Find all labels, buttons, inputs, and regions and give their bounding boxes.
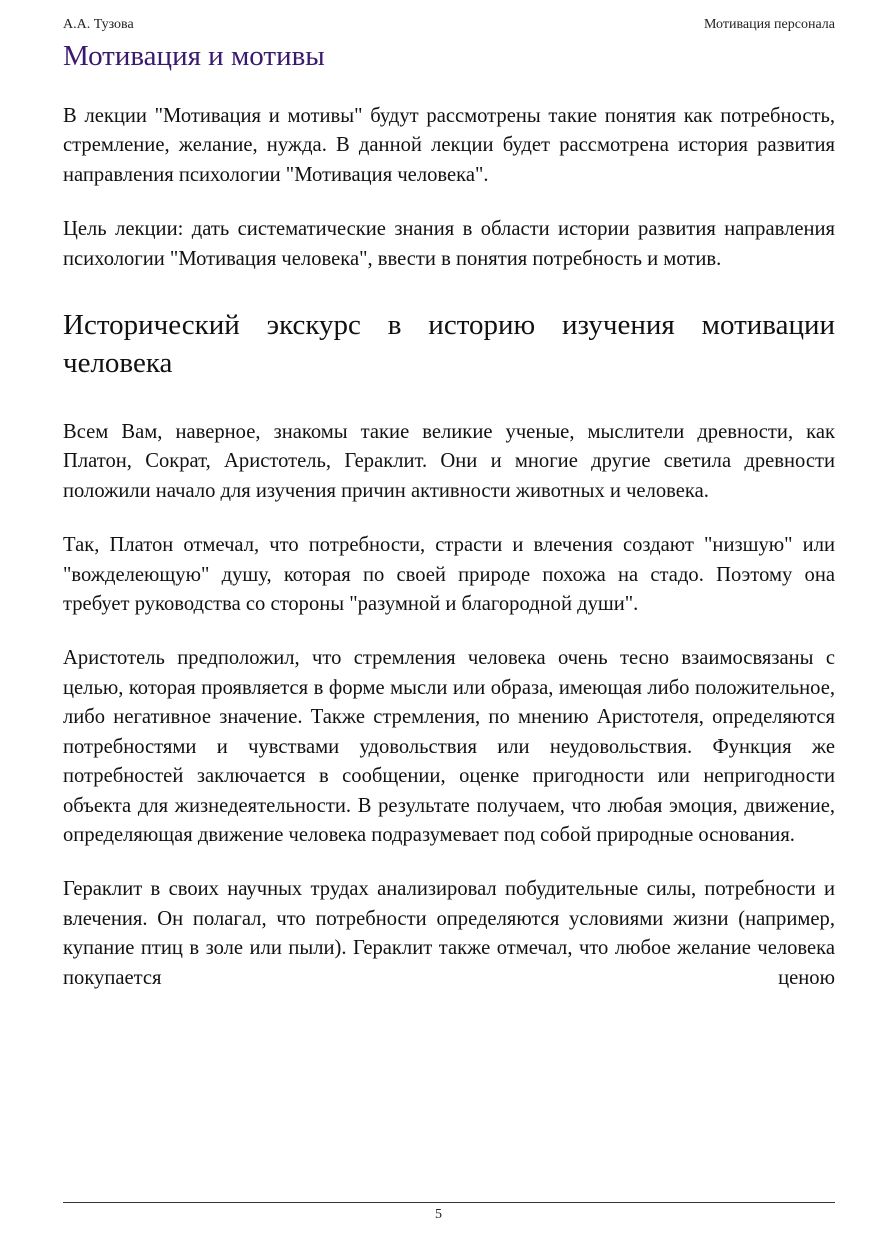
- body-paragraph: Так, Платон отмечал, что потребности, страсти и влечения создают "низшую" или "вожделеющую" душу, которая по своей природе похожа на стадо. Поэтому она требует руководства со стороны "разумной и благородной души".: [63, 534, 835, 616]
- page-number: 5: [435, 1207, 442, 1222]
- header-author: А.А. Тузова: [63, 17, 134, 32]
- body-paragraph: Гераклит в своих научных трудах анализировал побудительные силы, потребности и влечения. Он полагал, что потребности определяются условиями жизни (например, купание птиц в золе или пыли). Гераклит также отмечал, что любое желание человека покупается ценою: [63, 878, 835, 989]
- body-paragraph: Аристотель предположил, что стремления человека очень тесно взаимосвязаны с целью, которая проявляется в форме мысли или образа, имеющая либо положительное, либо негативное значение. Также стремления, по мнению Аристотеля, определяются потребностями и чувствами удовольствия или неудовольствия. Функция же потребностей заключается в сообщении, оценке пригодности или непригодности объекта для жизнедеятельности. В результате получаем, что любая эмоция, движение, определяющая движение человека подразумевает под собой природные основания.: [63, 647, 835, 846]
- lecture-goal-paragraph: Цель лекции: дать систематические знания в области истории развития направления психологии "Мотивация человека", ввести в понятия потребность и мотив.: [63, 218, 835, 270]
- section-title: Мотивация и мотивы: [63, 40, 325, 72]
- subsection-title: Исторический экскурс в историю изучения мотивации человека: [63, 309, 835, 380]
- intro-paragraph: В лекции "Мотивация и мотивы" будут рассмотрены такие понятия как потребность, стремление, желание, нужда. В данной лекции будет рассмотрена история развития направления психологии "Мотивация человека".: [63, 105, 835, 186]
- running-header: [63, 16, 835, 34]
- footer-divider: [63, 1202, 835, 1203]
- header-course-title: Мотивация персонала: [703, 17, 835, 32]
- page-content: [63, 38, 835, 993]
- body-paragraph: Всем Вам, наверное, знакомы такие великие ученые, мыслители древности, как Платон, Сократ, Аристотель, Гераклит. Они и многие другие светила древности положили начало для изучения причин активности животных и человека.: [63, 421, 835, 502]
